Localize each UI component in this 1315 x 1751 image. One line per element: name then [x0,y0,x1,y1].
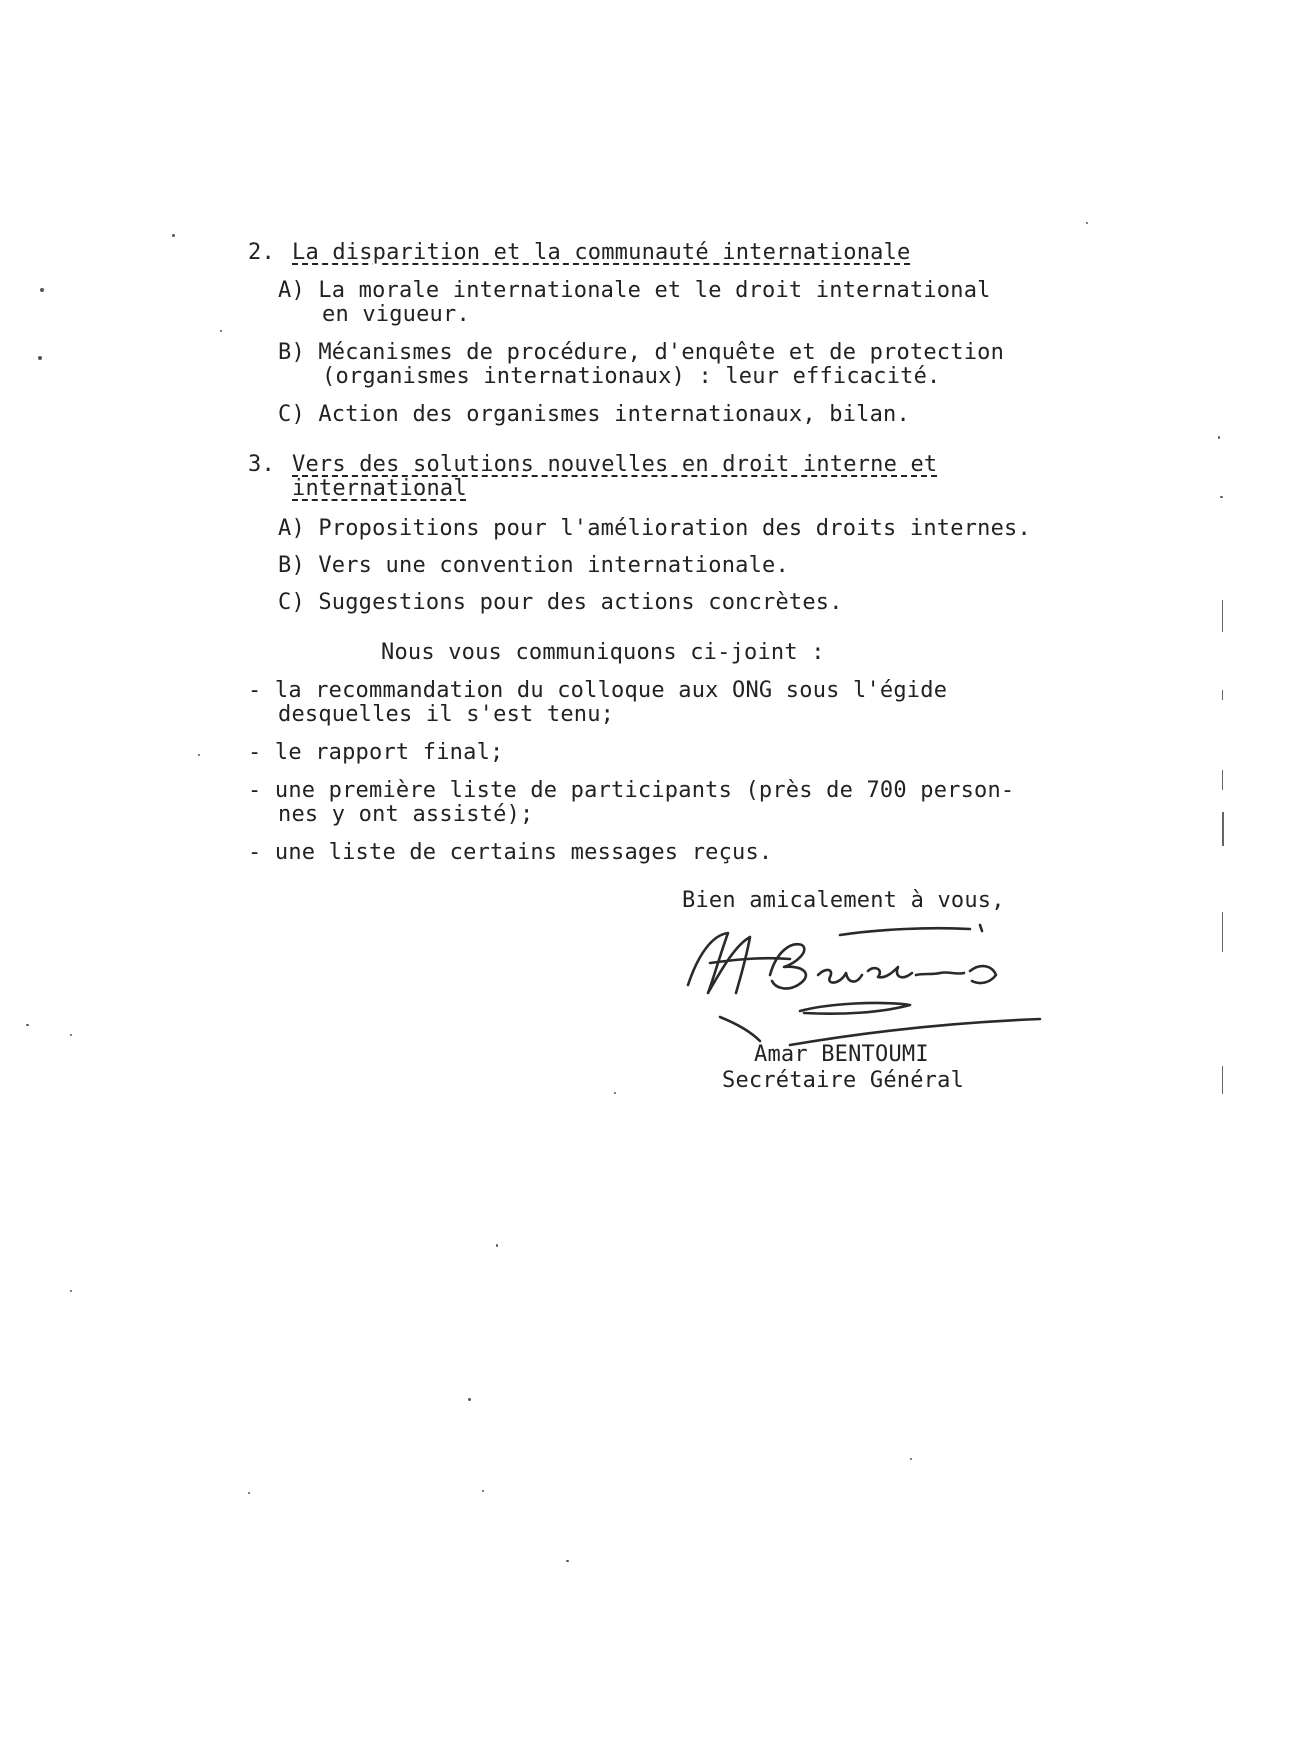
scan-speck [40,288,44,292]
attachment-item-4-line1: - une liste de certains messages reçus. [248,840,773,865]
attachments-intro: Nous vous communiquons ci-joint : [381,640,825,665]
section-2-item-b-line1: B) Mécanismes de procédure, d'enquête et de protection [278,340,1005,365]
section-3-title-line2: international [292,476,467,501]
scan-speck [220,330,222,332]
attachment-item-2-line1: - le rapport final; [248,740,504,765]
scan-margin-mark [1222,912,1223,952]
scan-speck [26,1024,29,1026]
section-3-number: 3. [248,452,275,477]
scan-speck [38,356,42,360]
attachment-item-3-line2: nes y ont assisté); [278,802,534,827]
scan-margin-mark [1222,600,1223,632]
scan-speck [614,1092,616,1094]
signatory-name: Amar BENTOUMI [754,1042,929,1067]
scan-margin-mark [1222,812,1224,846]
scan-speck [910,1458,912,1460]
attachment-item-3-line1: - une première liste de participants (près de 700 person- [248,778,1015,803]
section-2-item-c-line1: C) Action des organismes internationaux, bilan. [278,402,910,427]
scan-speck [70,1034,72,1036]
section-2-item-b-line2: (organismes internationaux) : leur efficacité. [322,364,941,389]
closing-line: Bien amicalement à vous, [682,888,1005,913]
handwritten-signature [680,915,1060,1055]
scan-speck [468,1398,471,1401]
scan-speck [566,1560,569,1562]
section-3-item-b-line1: B) Vers une convention internationale. [278,553,789,578]
attachment-item-1-line1: - la recommandation du colloque aux ONG sous l'égide [248,678,948,703]
scan-speck [1218,436,1220,439]
section-3-title-line1: Vers des solutions nouvelles en droit interne et [292,452,938,477]
scan-speck [198,754,200,756]
signatory-role: Secrétaire Général [722,1068,965,1093]
scan-margin-mark [1222,1066,1223,1094]
scan-speck [70,1290,72,1292]
scan-speck [172,234,175,237]
scan-speck [248,1492,250,1494]
section-2-number: 2. [248,240,275,265]
scan-speck [496,1244,498,1247]
scan-speck [1220,496,1223,498]
scan-speck [482,1490,484,1492]
section-3-item-a-line1: A) Propositions pour l'amélioration des droits internes. [278,516,1031,541]
scan-speck [1086,222,1088,224]
attachment-item-1-line2: desquelles il s'est tenu; [278,702,615,727]
section-2-item-a-line2: en vigueur. [322,302,470,327]
section-2-item-a-line1: A) La morale internationale et le droit international [278,278,991,303]
section-2-title: La disparition et la communauté internationale [292,240,911,265]
section-3-item-c-line1: C) Suggestions pour des actions concrètes. [278,590,843,615]
scan-margin-mark [1222,770,1223,790]
scan-margin-mark [1222,690,1223,700]
